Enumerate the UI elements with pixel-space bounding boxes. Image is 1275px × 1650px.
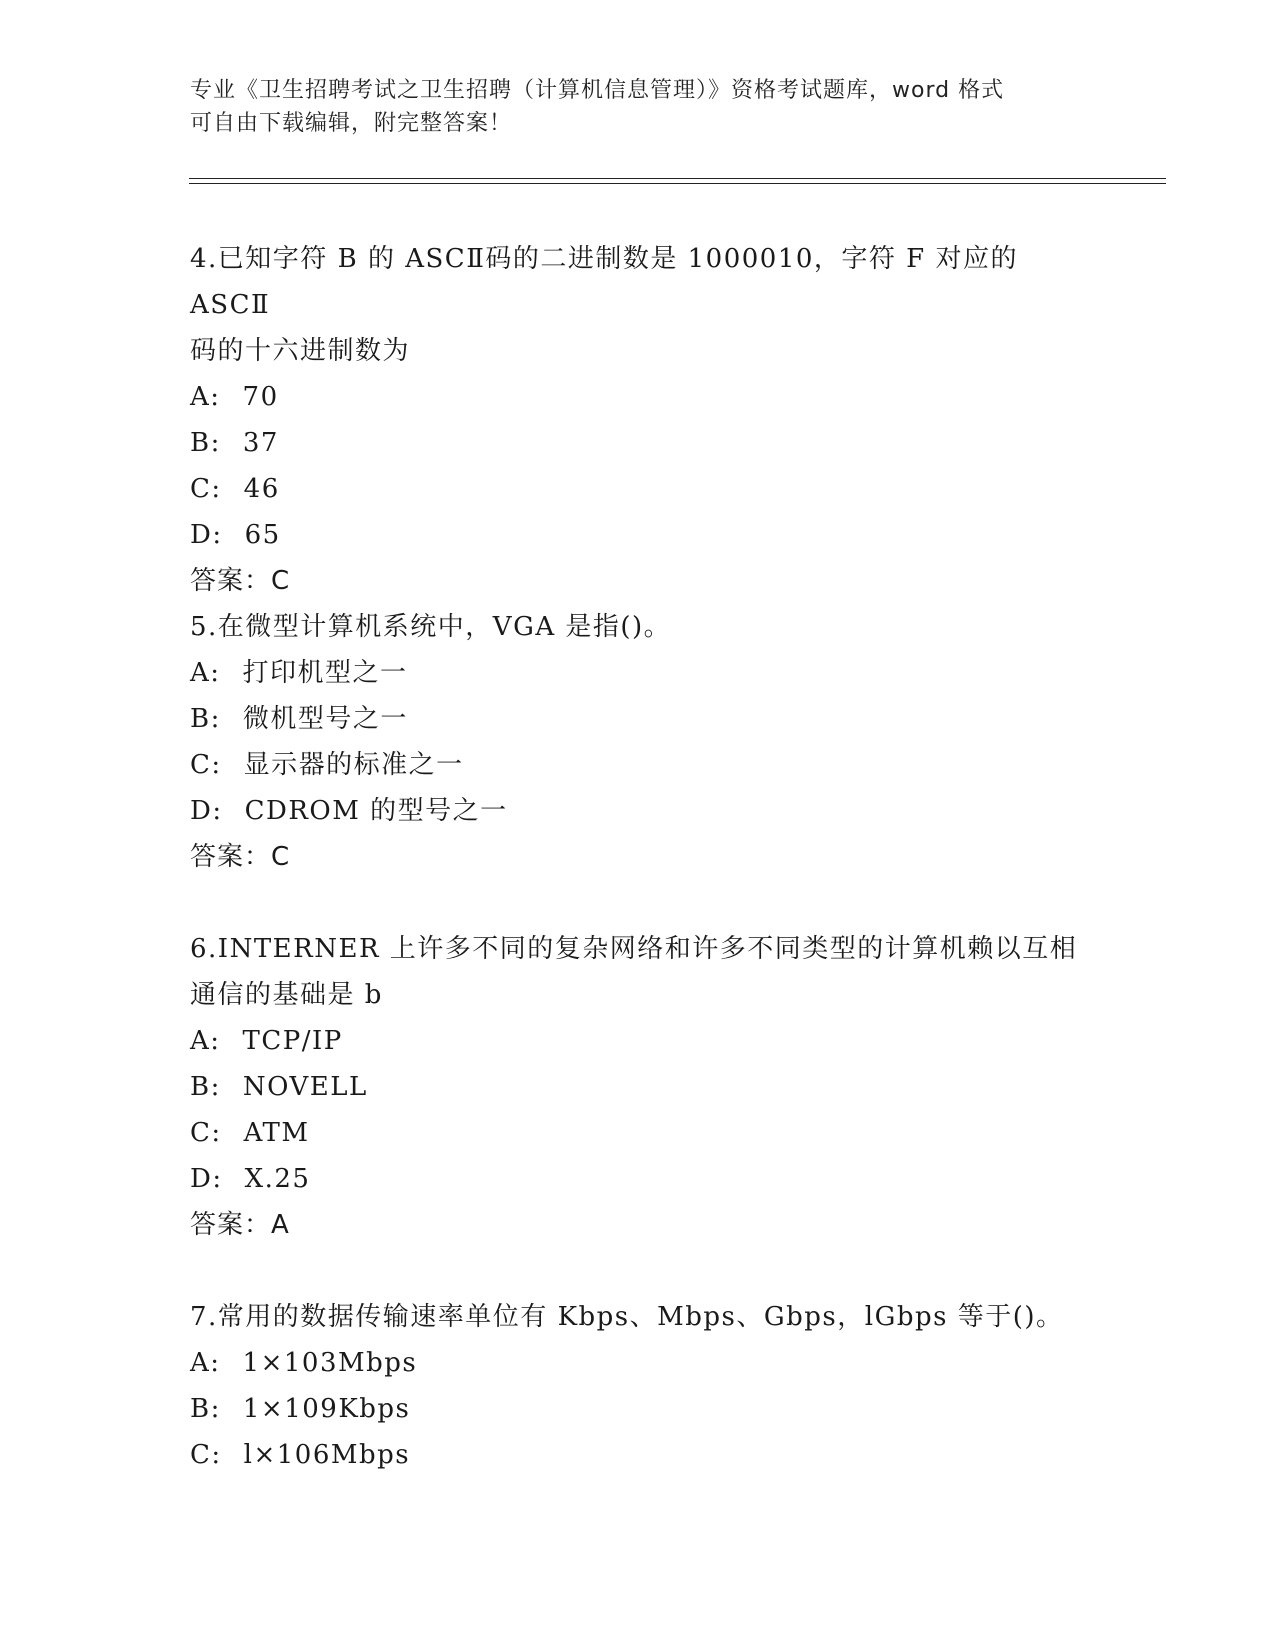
document-header [190,74,1070,140]
option-text: 显示器的标准之一 [243,750,464,780]
question-stem: 4.已知字符 B 的 ASCⅡ码的二进制数是 1000010，字符 F 对应的 ASCⅡ [190,244,1018,320]
option-text: l×106Mbps [243,1440,411,1470]
option-a [190,1340,1090,1386]
header-line-2: 可自由下载编辑，附完整答案！ [190,111,513,136]
option-key: A: [190,382,221,412]
option-key: B: [190,1072,221,1102]
question-6 [190,926,1090,1248]
option-b [190,420,1090,466]
option-text: 打印机型之一 [242,658,408,688]
option-key: C: [190,474,222,504]
option-key: D: [190,520,223,550]
option-b [190,1064,1090,1110]
option-b [190,1386,1090,1432]
option-key: C: [190,1440,222,1470]
option-text: 1×109Kbps [242,1394,411,1424]
option-text: TCP/IP [242,1026,343,1056]
option-c [190,1432,1090,1478]
question-stem: 6.INTERNER 上许多不同的复杂网络和许多不同类型的计算机赖以互相 [190,934,1078,964]
option-c [190,466,1090,512]
option-key: D: [190,1164,223,1194]
question-4 [190,236,1090,604]
option-key: B: [190,704,221,734]
answer: 答案：A [190,1210,290,1240]
question-stem: 5.在微型计算机系统中，VGA 是指()。 [190,612,672,642]
option-text: 微机型号之一 [242,704,408,734]
question-stem-continued: 码的十六进制数为 [190,336,411,366]
option-c [190,1110,1090,1156]
option-c [190,742,1090,788]
option-key: C: [190,750,222,780]
option-d [190,512,1090,558]
header-divider-top [189,178,1166,179]
option-a [190,650,1090,696]
option-text: X.25 [244,1164,311,1194]
option-key: A: [190,1348,221,1378]
header-divider-bottom [189,183,1166,184]
option-text: 37 [242,428,279,458]
option-text: 1×103Mbps [242,1348,418,1378]
option-key: C: [190,1118,222,1148]
option-key: D: [190,796,223,826]
option-d [190,788,1090,834]
option-key: B: [190,428,221,458]
header-line-1: 专业《卫生招聘考试之卫生招聘（计算机信息管理）》资格考试题库，word 格式 [190,78,1005,103]
option-text: NOVELL [242,1072,368,1102]
question-stem-continued: 通信的基础是 b [190,980,383,1010]
option-b [190,696,1090,742]
option-text: 65 [244,520,281,550]
option-a [190,1018,1090,1064]
option-a [190,374,1090,420]
answer: 答案：C [190,842,291,872]
question-5 [190,604,1090,880]
answer: 答案：C [190,566,291,596]
option-text: 70 [242,382,279,412]
option-text: 46 [243,474,280,504]
option-key: A: [190,658,221,688]
option-key: B: [190,1394,221,1424]
option-text: CDROM 的型号之一 [244,796,508,826]
question-7 [190,1294,1090,1478]
question-stem: 7.常用的数据传输速率单位有 Kbps、Mbps、Gbps，lGbps 等于()。 [190,1302,1064,1332]
option-key: A: [190,1026,221,1056]
option-text: ATM [243,1118,310,1148]
option-d [190,1156,1090,1202]
